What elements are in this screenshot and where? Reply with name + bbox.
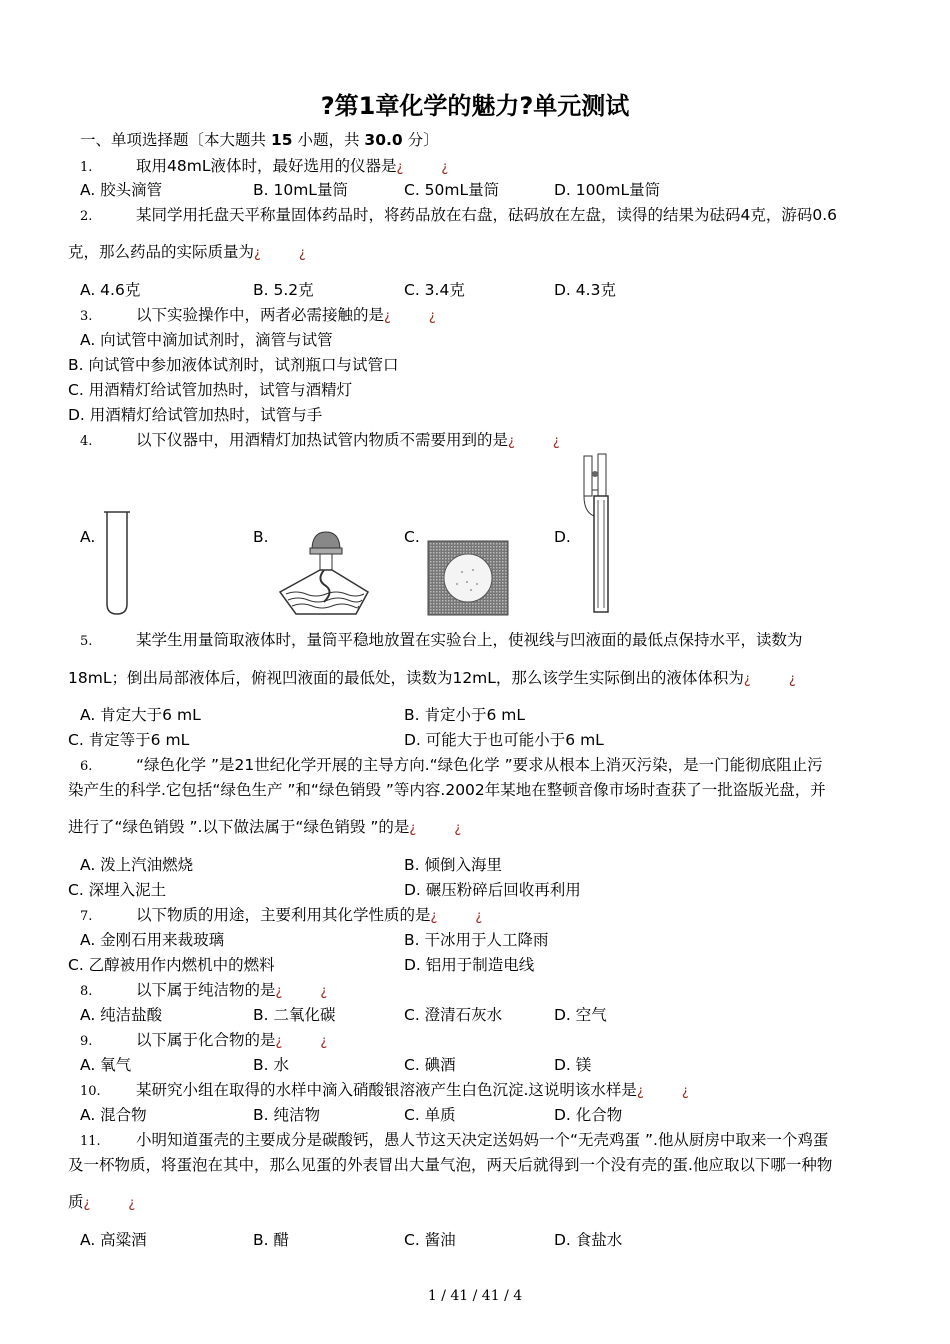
q11-option-b[interactable]: B. 醋 (253, 1231, 289, 1249)
q5-option-c[interactable]: C. 肯定等于6 mL (68, 731, 190, 749)
question-8: 8. 以下属于纯洁物的是¿ ¿ (80, 981, 328, 999)
q1-option-a[interactable]: A. 胶头滴管 (80, 181, 163, 199)
q6-option-b[interactable]: B. 倾倒入海里 (404, 856, 502, 874)
q9-option-d[interactable]: D. 镁 (554, 1056, 592, 1074)
q8-option-b[interactable]: B. 二氧化碳 (253, 1006, 336, 1024)
q6-option-d[interactable]: D. 碾压粉碎后回收再利用 (404, 881, 581, 899)
q7-option-c[interactable]: C. 乙醇被用作内燃机中的燃料 (68, 956, 275, 974)
question-6: 6. “绿色化学 ”是21世纪化学开展的主导方向.“绿色化学 ”要求从根本上消灭污染，是一门能彻底阻止污 (80, 756, 823, 774)
q1-option-c[interactable]: C. 50mL量筒 (404, 181, 500, 199)
section-heading: 一、单项选择题〔本大题共 15 小题，共 30.0 分〕 (80, 131, 439, 149)
question-5: 5. 某学生用量筒取液体时，量筒平稳地放置在实验台上，使视线与凹液面的最低点保持水平，读数为 (80, 631, 803, 649)
page-title: ?第1章化学的魅力?单元测试 (320, 92, 630, 120)
page-footer: 1 / 41 / 41 / 4 (427, 1288, 523, 1304)
question-7: 7. 以下物质的用途，主要利用其化学性质的是¿ ¿ (80, 906, 483, 924)
question-5-cont: 18mL；倒出局部液体后，俯视凹液面的最低处，读数为12mL，那么该学生实际倒出的液体体积为¿ ¿ (68, 669, 796, 687)
q11-option-d[interactable]: D. 食盐水 (554, 1231, 623, 1249)
q2-option-b[interactable]: B. 5.2克 (253, 281, 314, 299)
question-11-cont2: 质¿ ¿ (68, 1193, 136, 1211)
q4-option-d[interactable]: D. (554, 528, 571, 546)
question-11: 11. 小明知道蛋壳的主要成分是碳酸钙，愚人节这天决定送妈妈一个“无壳鸡蛋 ”.他从厨房中取来一个鸡蛋 (80, 1131, 829, 1149)
question-4: 4. 以下仪器中，用酒精灯加热试管内物质不需要用到的是¿ ¿ (80, 431, 560, 449)
q3-option-b[interactable]: B. 向试管中参加液体试剂时，试剂瓶口与试管口 (68, 356, 399, 374)
q3-option-a[interactable]: A. 向试管中滴加试剂时，滴管与试管 (80, 331, 333, 349)
q9-option-b[interactable]: B. 水 (253, 1056, 289, 1074)
q2-option-c[interactable]: C. 3.4克 (404, 281, 465, 299)
q3-option-c[interactable]: C. 用酒精灯给试管加热时，试管与酒精灯 (68, 381, 353, 399)
question-11-cont: 及一杯物质，将蛋泡在其中，那么见蛋的外表冒出大量气泡，两天后就得到一个没有壳的蛋.他应取以下哪一种物 (68, 1156, 833, 1174)
q11-option-a[interactable]: A. 高粱酒 (80, 1231, 147, 1249)
q9-option-c[interactable]: C. 碘酒 (404, 1056, 456, 1074)
q4-option-a[interactable]: A. (80, 528, 96, 546)
q10-option-b[interactable]: B. 纯洁物 (253, 1106, 320, 1124)
question-1: 1. 取用48mL液体时，最好选用的仪器是¿ ¿ (80, 157, 449, 175)
q9-option-a[interactable]: A. 氧气 (80, 1056, 132, 1074)
question-6-cont: 染产生的科学.它包括“绿色生产 ”和“绿色销毁 ”等内容.2002年某地在整顿音像市场时查获了一批盗版光盘，并 (68, 781, 826, 799)
alcohol-lamp-icon (276, 528, 370, 618)
q10-option-a[interactable]: A. 混合物 (80, 1106, 147, 1124)
q8-option-c[interactable]: C. 澄清石灰水 (404, 1006, 503, 1024)
q7-option-b[interactable]: B. 干冰用于人工降雨 (404, 931, 549, 949)
q7-option-d[interactable]: D. 铝用于制造电线 (404, 956, 535, 974)
q10-option-d[interactable]: D. 化合物 (554, 1106, 623, 1124)
q5-option-d[interactable]: D. 可能大于也可能小于6 mL (404, 731, 604, 749)
question-9: 9. 以下属于化合物的是¿ ¿ (80, 1031, 328, 1049)
test-tube-holder-icon (578, 452, 618, 616)
q1-option-d[interactable]: D. 100mL量筒 (554, 181, 661, 199)
q1-option-b[interactable]: B. 10mL量筒 (253, 181, 348, 199)
q4-option-b[interactable]: B. (253, 528, 269, 546)
q6-option-a[interactable]: A. 泼上汽油燃烧 (80, 856, 194, 874)
question-6-cont2: 进行了“绿色销毁 ”.以下做法属于“绿色销毁 ”的是¿ ¿ (68, 818, 462, 836)
asbestos-gauze-icon (427, 540, 509, 616)
q6-option-c[interactable]: C. 深埋入泥土 (68, 881, 167, 899)
question-10: 10. 某研究小组在取得的水样中滴入硝酸银溶液产生白色沉淀.这说明该水样是¿ ¿ (80, 1081, 689, 1099)
q4-option-c[interactable]: C. (404, 528, 420, 546)
q2-option-d[interactable]: D. 4.3克 (554, 281, 616, 299)
question-3: 3. 以下实验操作中，两者必需接触的是¿ ¿ (80, 306, 436, 324)
question-2-cont: 克，那么药品的实际质量为¿ ¿ (68, 243, 306, 261)
q7-option-a[interactable]: A. 金刚石用来裁玻璃 (80, 931, 225, 949)
q2-option-a[interactable]: A. 4.6克 (80, 281, 141, 299)
q3-option-d[interactable]: D. 用酒精灯给试管加热时，试管与手 (68, 406, 323, 424)
q8-option-a[interactable]: A. 纯洁盐酸 (80, 1006, 163, 1024)
q8-option-d[interactable]: D. 空气 (554, 1006, 607, 1024)
q10-option-c[interactable]: C. 单质 (404, 1106, 456, 1124)
test-tube-icon (100, 508, 134, 618)
q5-option-a[interactable]: A. 肯定大于6 mL (80, 706, 201, 724)
q11-option-c[interactable]: C. 酱油 (404, 1231, 456, 1249)
question-2: 2. 某同学用托盘天平称量固体药品时，将药品放在右盘，砝码放在左盘，读得的结果为砝码4克，游码0.6 (80, 206, 838, 224)
q5-option-b[interactable]: B. 肯定小于6 mL (404, 706, 526, 724)
